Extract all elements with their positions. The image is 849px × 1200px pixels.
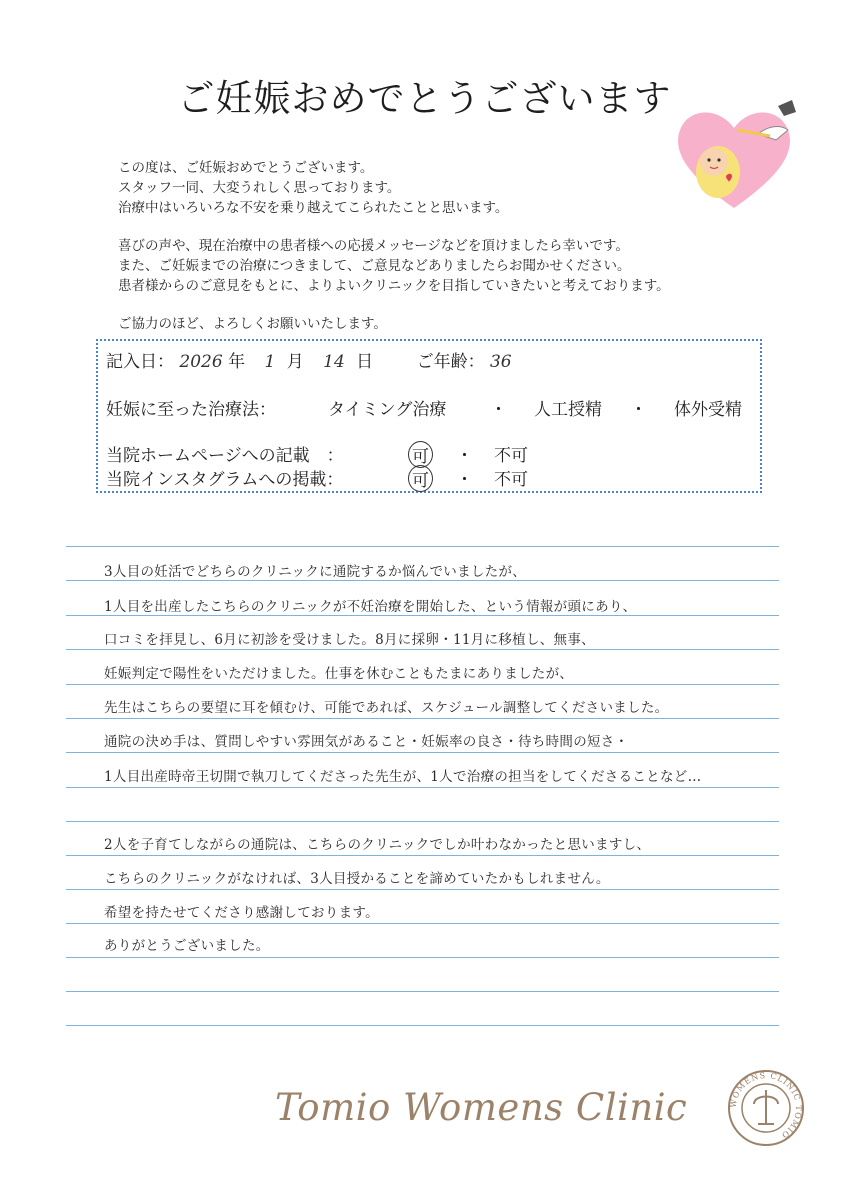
option-timing: タイミング治療 [328, 400, 447, 420]
homepage-no: 不可 [494, 446, 528, 466]
rule-line [66, 615, 779, 616]
date-month-value: 1 [264, 352, 276, 372]
rule-line [66, 821, 779, 822]
message-line: 妊娠判定で陽性をいただけました。仕事を休むこともたまにありましたが、 [104, 666, 574, 682]
message-line: 2人を子育てしながらの通院は、こちらのクリニックでしか叶わなかったと思いますし、 [104, 837, 651, 853]
message-line: こちらのクリニックがなければ、3人目授かることを諦めていたかもしれません。 [104, 871, 610, 887]
intro-paragraph-1: この度は、ご妊娠おめでとうございます。 スタッフ一同、大変うれしく思っております。 治療中はいろいろな不安を乗り越えてこられたことと思います。 [118, 160, 509, 216]
intro-paragraph-3: ご協力のほど、よろしくお願いいたします。 [118, 316, 387, 332]
message-line: 1人目出産時帝王切開で執刀してくださった先生が、1人で治療の担当をしてくださることなど… [104, 769, 702, 785]
treatment-method-row: 妊娠に至った治療法： タイミング治療 ・ 人工授精 ・ 体外受精 [106, 395, 756, 420]
age-value: 36 [489, 352, 512, 372]
rule-line [66, 684, 779, 685]
date-day-value: 14 [323, 352, 345, 372]
rule-line [66, 580, 779, 581]
emblem-text: WOMENS CLINIC TOMIO [728, 1070, 804, 1141]
rule-line [66, 889, 779, 890]
option-ivf-selected: 体外受精 [674, 400, 742, 420]
date-row: 記入日： 2026 年 1 月 14 日 ご年齢： 36 [106, 352, 512, 372]
rule-line [66, 991, 779, 992]
instagram-consent-row: 当院インスタグラムへの掲載： 可 ・ 不可 [106, 465, 756, 490]
message-line: 口コミを拝見し、6月に初診を受けました。8月に採卵・11月に移植し、無事、 [104, 632, 595, 648]
rule-line [66, 1025, 779, 1026]
message-line: 希望を持たせてくださり感謝しております。 [104, 905, 379, 921]
message-line: ありがとうございました。 [104, 938, 270, 954]
rule-line [66, 718, 779, 719]
homepage-yes-circled: 可 [408, 441, 433, 468]
method-label: 妊娠に至った治療法： [106, 400, 276, 420]
rule-line [66, 787, 779, 788]
date-year-value: 2026 [179, 352, 223, 372]
age-label: ご年齢： [416, 352, 485, 372]
option-artificial-insemination: 人工授精 [534, 400, 602, 420]
intro-paragraph-2: 喜びの声や、現在治療中の患者様への応援メッセージなどを頂けましたら幸いです。 また、ご妊娠までの治療につきまして、ご意見などありましたらお聞かせください。 患者様からのご意見をもとに、よりよいクリニックを目指していきたいと考えております。 [118, 238, 670, 294]
clinic-logo-text: Tomio Womens Clinic [275, 1086, 688, 1129]
rule-line [66, 752, 779, 753]
rule-line [66, 957, 779, 958]
date-label: 記入日： [106, 352, 174, 372]
homepage-consent-row: 当院ホームページへの記載 ： 可 ・ 不可 [106, 441, 756, 466]
homepage-label: 当院ホームページへの記載 ： [106, 446, 344, 466]
rule-line [66, 923, 779, 924]
clinic-emblem [726, 1068, 806, 1148]
message-line: 先生はこちらの要望に耳を傾むけ、可能であれば、スケジュール調整してくださいました。 [104, 700, 669, 716]
rule-line [66, 649, 779, 650]
page-title: ご妊娠おめでとうございます [177, 77, 672, 120]
rule-line [66, 546, 779, 547]
instagram-yes-circled: 可 [408, 465, 433, 492]
instagram-no: 不可 [494, 470, 528, 490]
message-line: 通院の決め手は、質問しやすい雰囲気があること・妊娠率の良さ・待ち時間の短さ・ [104, 734, 629, 750]
message-line: 3人目の妊活でどちらのクリニックに通院するか悩んでいましたが、 [104, 564, 527, 580]
instagram-label: 当院インスタグラムへの掲載： [106, 470, 344, 490]
rule-line [66, 855, 779, 856]
message-line: 1人目を出産したこちらのクリニックが不妊治療を開始した、という情報が頭にあり、 [104, 599, 637, 615]
